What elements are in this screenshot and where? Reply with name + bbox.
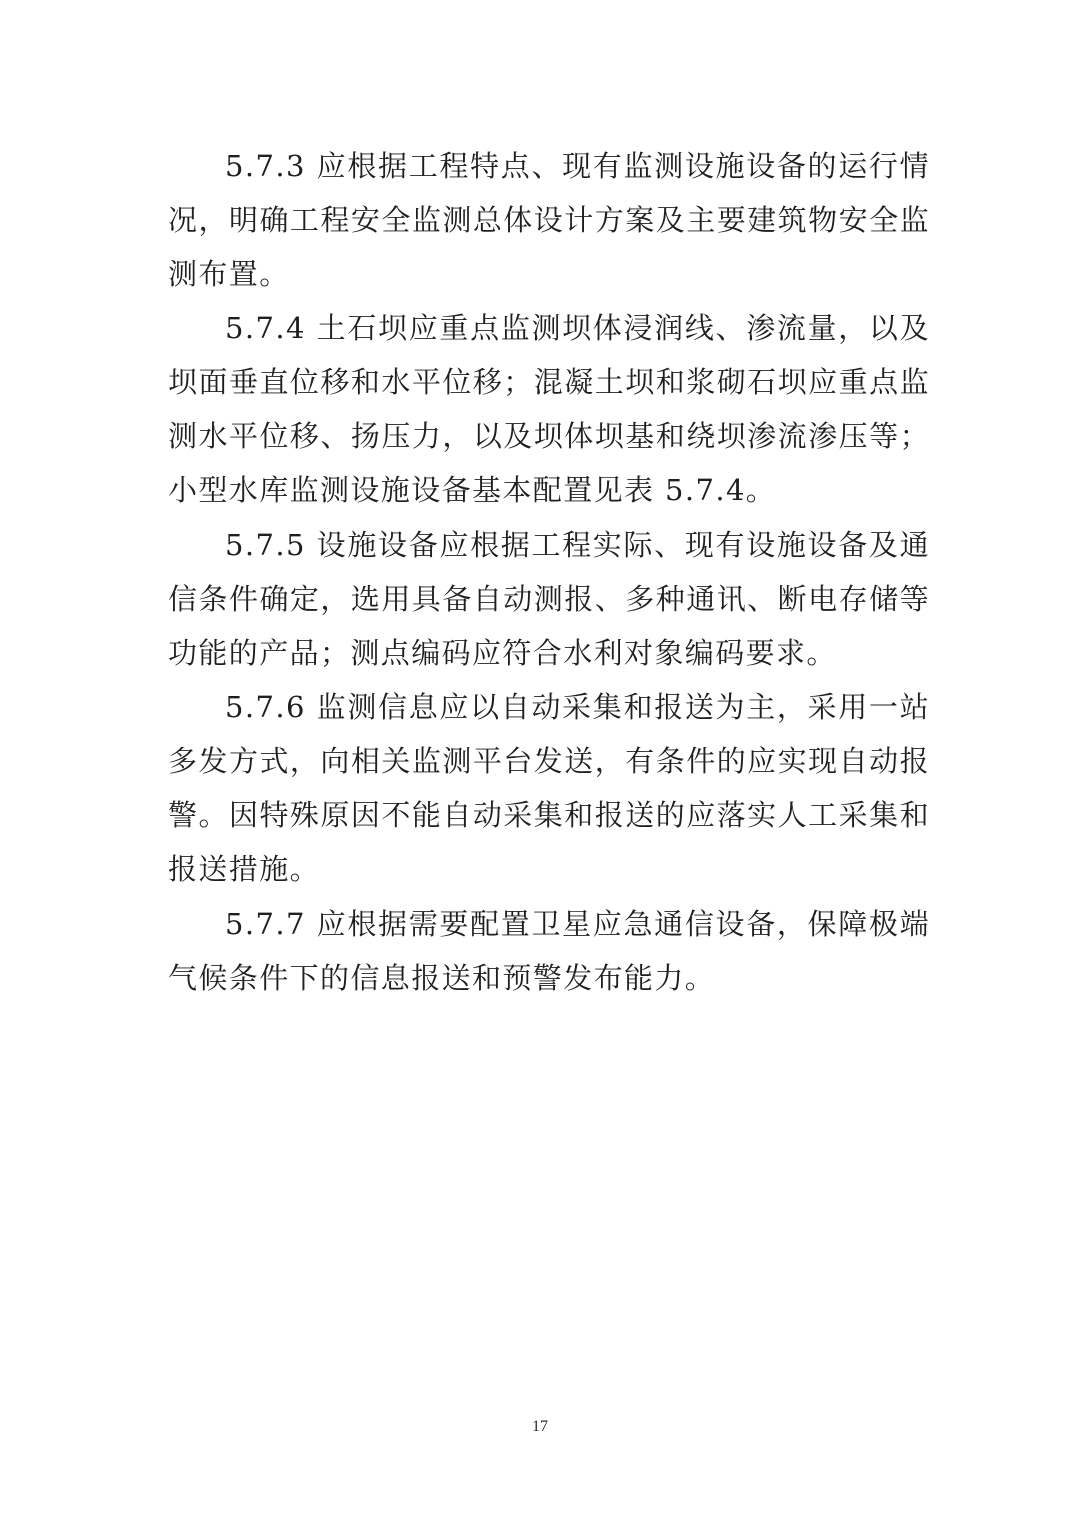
clause-5-7-3: 5.7.3 应根据工程特点、现有监测设施设备的运行情况，明确工程安全监测总体设计方案及主要建筑物安全监测布置。 bbox=[168, 149, 930, 291]
clause-5-7-6: 5.7.6 监测信息应以自动采集和报送为主，采用一站多发方式，向相关监测平台发送，有条件的应实现自动报警。因特殊原因不能自动采集和报送的应落实人工采集和报送措施。 bbox=[168, 690, 930, 886]
clause-5-7-4: 5.7.4 土石坝应重点监测坝体浸润线、渗流量，以及坝面垂直位移和水平位移；混凝土坝和浆砌石坝应重点监测水平位移、扬压力，以及坝体坝基和绕坝渗流渗压等；小型水库监测设施设备基本配置见表 5.7.4。 bbox=[168, 311, 930, 507]
page-number: 17 bbox=[532, 1418, 548, 1435]
clause-5-7-5: 5.7.5 设施设备应根据工程实际、现有设施设备及通信条件确定，选用具备自动测报、多种通讯、断电存储等功能的产品；测点编码应符合水利对象编码要求。 bbox=[168, 528, 930, 670]
clause-5-7-7: 5.7.7 应根据需要配置卫星应急通信设备，保障极端气候条件下的信息报送和预警发布能力。 bbox=[168, 907, 930, 995]
